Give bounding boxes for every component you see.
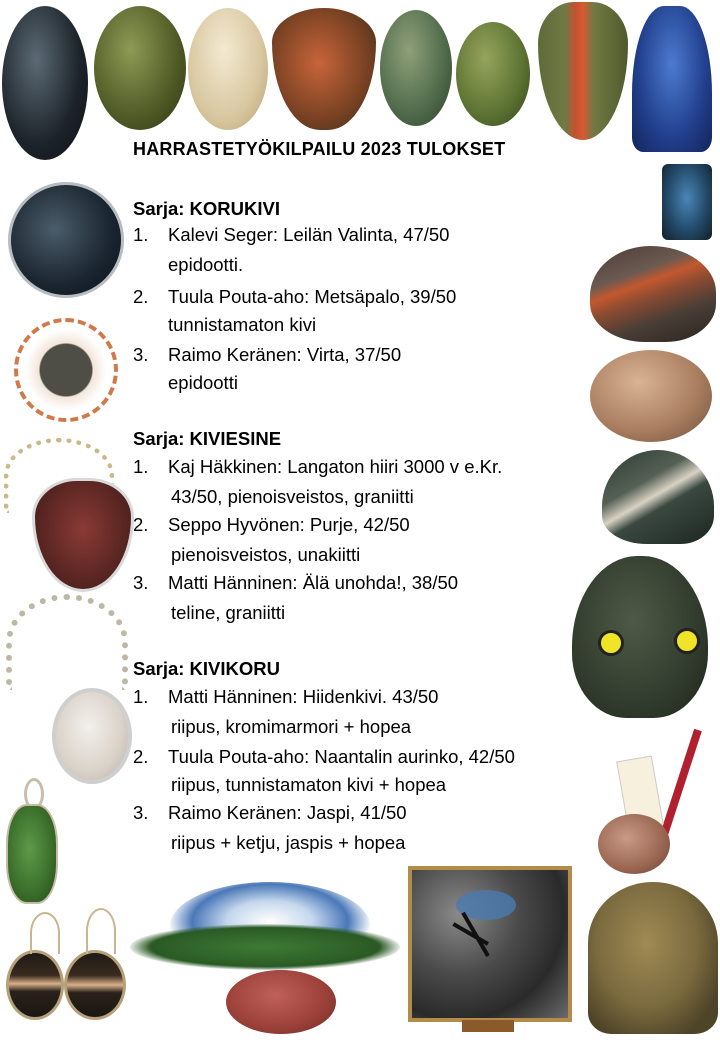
entry-number: 2. — [133, 286, 149, 307]
entry-number: 2. — [133, 514, 149, 535]
entry-detail: tunnistamaton kivi — [168, 314, 317, 335]
stone-photo-jade-oval — [380, 10, 452, 126]
earring-hook-right — [86, 908, 116, 954]
stone-photo-pen-holder — [596, 728, 716, 878]
entry-detail: epidootti — [168, 372, 238, 393]
entry-detail: riipus, kromimarmori + hopea — [171, 716, 412, 737]
stone-photo-pebble-brown — [590, 350, 712, 442]
pendant-photo-chain-red — [4, 438, 130, 588]
stone-photo-lapis-freeform — [632, 6, 712, 152]
entry-number: 1. — [133, 456, 149, 477]
pendant-photo-round-black — [8, 182, 124, 298]
entry-line: Raimo Keränen: Virta, 37/50 — [168, 344, 402, 365]
earring-photo-right — [64, 950, 126, 1020]
entry-line: Matti Hänninen: Hiidenkivi. 43/50 — [168, 686, 439, 707]
stone-photo-jasper-freeform — [588, 882, 718, 1034]
entry-detail: riipus + ketju, jaspis + hopea — [171, 832, 406, 853]
clock-photo-granite — [408, 866, 574, 1032]
entry-line: Kalevi Seger: Leilän Valinta, 47/50 — [168, 224, 450, 245]
entry-line: Seppo Hyvönen: Purje, 42/50 — [168, 514, 410, 535]
pendant-photo-copper-sun — [14, 318, 118, 422]
entry-number: 3. — [133, 802, 149, 823]
entry-detail: pienoisveistos, unakiitti — [171, 544, 361, 565]
entry-line: Tuula Pouta-aho: Metsäpalo, 39/50 — [168, 286, 457, 307]
stone-photo-dark-sculpture — [602, 450, 714, 544]
stone-photo-cream-oval — [188, 8, 268, 130]
pen-holder-pen — [660, 729, 702, 836]
page-title: HARRASTETYÖKILPAILU 2023 TULOKSET — [133, 139, 506, 159]
pendant-photo-green-wire — [6, 778, 58, 908]
stone-photo-orange-teardrop — [272, 8, 376, 130]
entry-line: Tuula Pouta-aho: Naantalin aurinko, 42/50 — [168, 746, 515, 767]
section-heading-kivikoru: Sarja: KIVIKORU — [133, 658, 281, 679]
entry-number: 1. — [133, 686, 149, 707]
earring-photo-left — [6, 950, 64, 1020]
stone-photo-green-oval-small — [456, 22, 530, 126]
entry-line: Matti Hänninen: Älä unohda!, 38/50 — [168, 572, 459, 593]
entry-line: Raimo Keränen: Jaspi, 41/50 — [168, 802, 407, 823]
entry-detail: epidootti. — [168, 254, 244, 275]
entry-detail: riipus, tunnistamaton kivi + hopea — [171, 774, 447, 795]
stone-photo-striped-tumble — [590, 246, 716, 342]
stone-photo-unakite-shield — [538, 2, 628, 140]
earring-hook-left — [30, 912, 60, 954]
entry-detail: teline, graniitti — [171, 602, 286, 623]
entry-number: 2. — [133, 746, 149, 767]
entry-number: 3. — [133, 572, 149, 593]
entry-number: 1. — [133, 224, 149, 245]
entry-detail: 43/50, pienoisveistos, graniitti — [171, 486, 414, 507]
stone-photo-dark-oval — [2, 6, 88, 160]
sculpture-photo-flower-bowl — [126, 870, 406, 1036]
section-heading-kiviesine: Sarja: KIVIESINE — [133, 428, 282, 449]
stone-photo-mouse-sculpture — [572, 556, 708, 718]
mouse-eye-right — [674, 628, 700, 654]
entry-line: Kaj Häkkinen: Langaton hiiri 3000 v e.Kr. — [168, 456, 503, 477]
section-heading-korukivi: Sarja: KORUKIVI — [133, 198, 281, 219]
entry-number: 3. — [133, 344, 149, 365]
stone-photo-green-oval — [94, 6, 186, 130]
mouse-eye-left — [598, 630, 624, 656]
pendant-photo-chain-white — [0, 592, 126, 772]
stone-photo-labradorite — [662, 164, 712, 240]
